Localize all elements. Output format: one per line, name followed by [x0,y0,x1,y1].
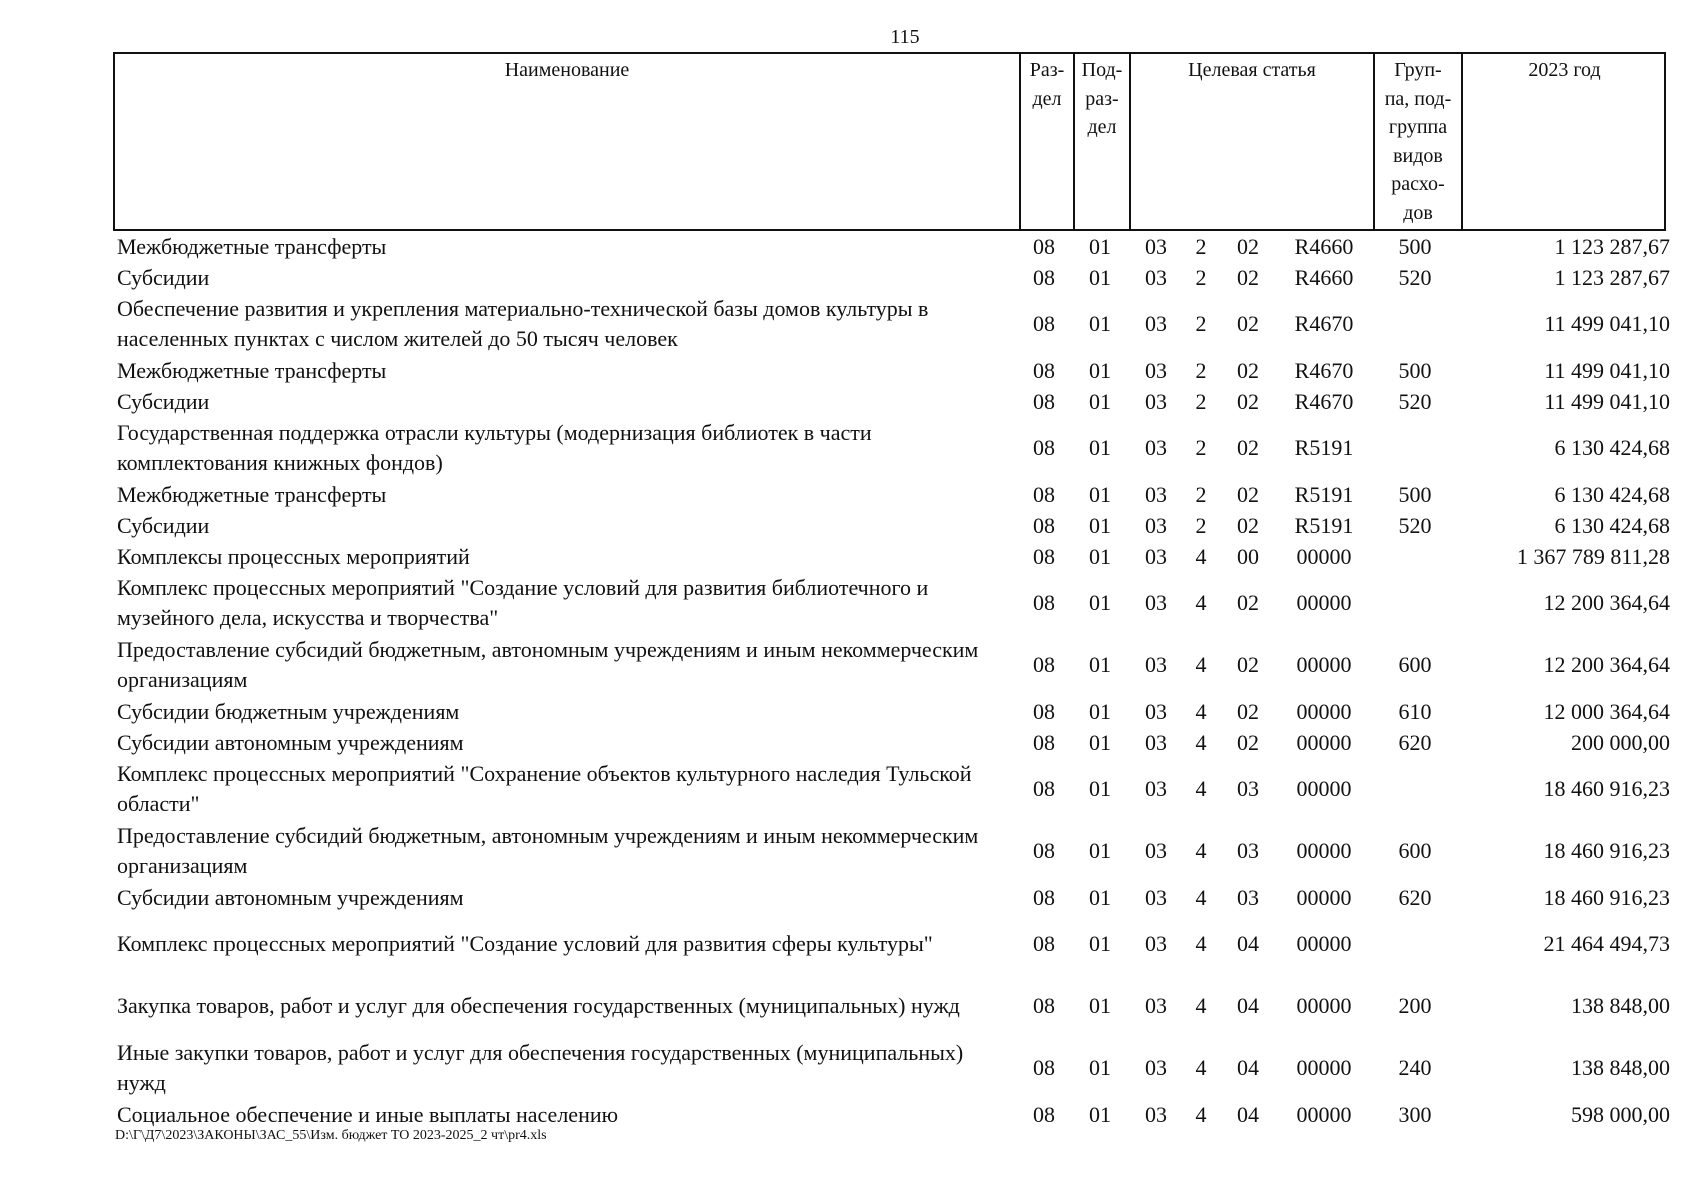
row-podrazdel: 01 [1089,776,1111,801]
row-name: Комплекс процессных мероприятий "Создание условий для развития библиотечного и музейного дела, искусства и творчества" [117,575,929,630]
row-target-direction: 02 [1237,590,1259,615]
row-podrazdel: 01 [1089,481,1111,507]
row-target-program: 03 [1145,838,1167,863]
table-row [113,820,1673,882]
row-target-program: 03 [1145,543,1167,569]
row-target-code: R5191 [1294,435,1354,460]
row-target-code: 00000 [1296,884,1352,910]
row-name: Субсидии [117,264,210,290]
row-target-code: 00000 [1296,543,1352,569]
row-target-direction: 02 [1237,481,1259,507]
header-podrazdel-label: Под- раз- дел [1081,59,1123,138]
row-amount: 18 460 916,23 [1543,884,1670,910]
row-amount: 138 848,00 [1571,1055,1670,1080]
row-target-direction: 04 [1237,931,1259,956]
row-target-program: 03 [1145,388,1167,414]
table-row [113,231,1673,262]
row-podrazdel: 01 [1089,698,1111,724]
row-expense-group [1371,758,1459,820]
row-target-direction: 03 [1237,776,1259,801]
row-target-code: 00000 [1296,652,1352,677]
row-target-program: 03 [1145,884,1167,910]
row-razdel: 08 [1033,1055,1055,1080]
row-name: Комплексы процессных мероприятий [117,543,470,569]
row-expense-group: 620 [1398,729,1432,755]
row-target-code: 00000 [1296,838,1352,863]
header-year-label: 2023 год [1528,59,1601,81]
row-expense-group: 300 [1398,1101,1432,1127]
row-expense-group: 600 [1398,838,1432,863]
row-razdel: 08 [1033,435,1055,460]
row-name: Межбюджетные трансферты [117,233,387,259]
row-name: Субсидии [117,388,210,414]
row-target-type: 4 [1195,931,1207,956]
table-row [113,479,1673,510]
row-target-type: 4 [1195,698,1207,724]
header-razdel-label: Раз- дел [1029,59,1065,110]
row-target-type: 4 [1195,993,1207,1018]
row-podrazdel: 01 [1089,543,1111,569]
row-target-program: 03 [1145,698,1167,724]
row-razdel: 08 [1033,590,1055,615]
table-row [113,355,1673,386]
row-podrazdel: 01 [1089,729,1111,755]
row-target-program: 03 [1145,931,1167,956]
table-row [113,572,1673,634]
row-name: Обеспечение развития и укрепления материально-технической базы домов культуры в населенных пунктах с числом жителей до 50 тысяч человек [117,296,929,351]
row-target-type: 2 [1195,311,1207,336]
row-razdel: 08 [1033,776,1055,801]
table-row [113,913,1673,975]
row-target-program: 03 [1145,993,1167,1018]
row-razdel: 08 [1033,357,1055,383]
row-target-type: 2 [1195,264,1207,290]
row-amount: 1 123 287,67 [1554,233,1670,259]
row-amount: 21 464 494,73 [1543,931,1670,956]
table-row [113,417,1673,479]
row-expense-group: 520 [1398,388,1432,414]
row-target-program: 03 [1145,776,1167,801]
row-name: Государственная поддержка отрасли культуры (модернизация библиотек в части комплектования книжных фондов) [117,420,872,475]
row-target-program: 03 [1145,729,1167,755]
header-razdel [1019,54,1073,229]
row-target-program: 03 [1145,311,1167,336]
row-podrazdel: 01 [1089,357,1111,383]
row-target-type: 2 [1195,435,1207,460]
row-target-type: 2 [1195,357,1207,383]
row-podrazdel: 01 [1089,264,1111,290]
row-name: Субсидии автономным учреждениям [117,729,464,755]
row-target-type: 4 [1195,884,1207,910]
row-target-type: 4 [1195,590,1207,615]
row-razdel: 08 [1033,512,1055,538]
row-target-code: R4670 [1294,357,1354,383]
row-target-type: 4 [1195,838,1207,863]
row-target-code: R4660 [1294,233,1354,259]
row-razdel: 08 [1033,884,1055,910]
row-target-direction: 02 [1237,388,1259,414]
row-target-type: 4 [1195,729,1207,755]
row-target-program: 03 [1145,1101,1167,1127]
row-target-program: 03 [1145,512,1167,538]
header-name [115,54,1019,229]
row-amount: 11 499 041,10 [1544,311,1670,336]
row-razdel: 08 [1033,543,1055,569]
row-podrazdel: 01 [1089,512,1111,538]
row-amount: 11 499 041,10 [1544,388,1670,414]
row-target-direction: 02 [1237,233,1259,259]
row-amount: 11 499 041,10 [1544,357,1670,383]
row-expense-group: 500 [1398,481,1432,507]
row-target-code: 00000 [1296,729,1352,755]
table-row [113,1037,1673,1099]
row-target-direction: 02 [1237,264,1259,290]
row-amount: 1 123 287,67 [1554,264,1670,290]
row-target-code: R4670 [1294,311,1354,336]
row-razdel: 08 [1033,264,1055,290]
row-target-type: 4 [1195,1055,1207,1080]
row-name: Комплекс процессных мероприятий "Создание условий для развития сферы культуры" [117,931,933,956]
row-podrazdel: 01 [1089,652,1111,677]
row-razdel: 08 [1033,698,1055,724]
table-body [113,231,1673,1130]
row-target-code: R5191 [1294,512,1354,538]
row-name: Предоставление субсидий бюджетным, автономным учреждениям и иным некоммерческим организациям [117,823,979,878]
table-header [113,52,1666,231]
row-target-type: 2 [1195,388,1207,414]
row-target-direction: 03 [1237,838,1259,863]
row-expense-group: 620 [1398,884,1432,910]
row-podrazdel: 01 [1089,435,1111,460]
row-target-program: 03 [1145,652,1167,677]
row-amount: 12 200 364,64 [1543,590,1670,615]
row-expense-group: 610 [1398,698,1432,724]
header-celevaya-label: Целевая статья [1188,59,1316,81]
row-razdel: 08 [1033,481,1055,507]
row-expense-group [1371,541,1459,572]
row-target-type: 4 [1195,1101,1207,1127]
row-expense-group [1371,417,1459,479]
row-podrazdel: 01 [1089,388,1111,414]
table-row [113,510,1673,541]
row-target-direction: 02 [1237,311,1259,336]
row-name: Межбюджетные трансферты [117,357,387,383]
row-target-program: 03 [1145,1055,1167,1080]
row-razdel: 08 [1033,729,1055,755]
row-target-type: 4 [1195,543,1207,569]
table-row [113,386,1673,417]
row-razdel: 08 [1033,838,1055,863]
table-row [113,975,1673,1037]
row-target-direction: 02 [1237,652,1259,677]
row-target-program: 03 [1145,590,1167,615]
row-podrazdel: 01 [1089,931,1111,956]
row-podrazdel: 01 [1089,311,1111,336]
row-target-direction: 02 [1237,435,1259,460]
row-expense-group: 200 [1398,993,1432,1018]
table-row [113,541,1673,572]
footer-file-path: D:\Г\Д7\2023\ЗАКОНЫ\ЗАС_55\Изм. бюджет ТО 2023-2025_2 чт\pr4.xls [115,1128,547,1143]
row-expense-group [1371,293,1459,355]
row-target-direction: 04 [1237,993,1259,1018]
row-expense-group [1371,572,1459,634]
row-amount: 598 000,00 [1571,1101,1670,1127]
row-expense-group: 520 [1398,512,1432,538]
row-amount: 12 200 364,64 [1543,652,1670,677]
row-name: Социальное обеспечение и иные выплаты населению [117,1101,619,1127]
row-target-program: 03 [1145,435,1167,460]
table-row [113,727,1673,758]
row-razdel: 08 [1033,652,1055,677]
header-celevaya-statya [1129,54,1373,229]
row-podrazdel: 01 [1089,590,1111,615]
table-row [113,634,1673,696]
row-razdel: 08 [1033,1101,1055,1127]
table-row [113,262,1673,293]
row-name: Закупка товаров, работ и услуг для обеспечения государственных (муниципальных) нужд [117,993,960,1018]
row-target-type: 2 [1195,481,1207,507]
row-target-code: R4670 [1294,388,1354,414]
row-target-code: 00000 [1296,1101,1352,1127]
row-target-type: 2 [1195,233,1207,259]
row-amount: 18 460 916,23 [1543,776,1670,801]
page-number: 115 [890,26,920,48]
row-target-type: 4 [1195,776,1207,801]
table-row [113,293,1673,355]
row-target-program: 03 [1145,357,1167,383]
row-razdel: 08 [1033,931,1055,956]
row-amount: 1 367 789 811,28 [1516,543,1670,569]
row-expense-group: 500 [1398,233,1432,259]
table-row [113,1099,1673,1130]
row-expense-group: 240 [1398,1055,1432,1080]
row-name: Иные закупки товаров, работ и услуг для обеспечения государственных (муниципальных) нужд [117,1040,964,1095]
row-amount: 18 460 916,23 [1543,838,1670,863]
header-gruppa [1373,54,1461,229]
row-razdel: 08 [1033,233,1055,259]
row-target-program: 03 [1145,233,1167,259]
row-target-direction: 02 [1237,512,1259,538]
row-razdel: 08 [1033,993,1055,1018]
row-name: Комплекс процессных мероприятий "Сохранение объектов культурного наследия Тульской области" [117,761,972,816]
row-target-code: 00000 [1296,776,1352,801]
row-target-program: 03 [1145,264,1167,290]
row-amount: 6 130 424,68 [1554,481,1670,507]
row-target-code: R4660 [1294,264,1354,290]
header-gruppa-label: Груп- па, под- группа видов расхо- дов [1384,59,1452,224]
row-amount: 12 000 364,64 [1543,698,1670,724]
row-name: Субсидии бюджетным учреждениям [117,698,460,724]
row-target-code: 00000 [1296,698,1352,724]
row-target-program: 03 [1145,481,1167,507]
table-row [113,758,1673,820]
header-year [1461,54,1666,229]
table-row [113,696,1673,727]
row-name: Межбюджетные трансферты [117,481,387,507]
row-target-direction: 02 [1237,698,1259,724]
row-expense-group: 600 [1398,652,1432,677]
row-name: Субсидии [117,512,210,538]
row-razdel: 08 [1033,388,1055,414]
row-amount: 200 000,00 [1571,729,1670,755]
row-podrazdel: 01 [1089,233,1111,259]
row-podrazdel: 01 [1089,884,1111,910]
row-target-code: 00000 [1296,1055,1352,1080]
row-podrazdel: 01 [1089,1055,1111,1080]
row-target-direction: 03 [1237,884,1259,910]
row-target-direction: 00 [1237,543,1259,569]
row-target-code: 00000 [1296,931,1352,956]
row-target-code: R5191 [1294,481,1354,507]
row-target-code: 00000 [1296,590,1352,615]
row-target-direction: 04 [1237,1055,1259,1080]
table-row [113,882,1673,913]
row-podrazdel: 01 [1089,993,1111,1018]
header-name-label: Наименование [504,59,630,81]
row-target-code: 00000 [1296,993,1352,1018]
row-expense-group [1371,913,1459,975]
row-target-direction: 04 [1237,1101,1259,1127]
row-amount: 6 130 424,68 [1554,435,1670,460]
row-amount: 138 848,00 [1571,993,1670,1018]
row-name: Предоставление субсидий бюджетным, автономным учреждениям и иным некоммерческим организациям [117,637,979,692]
row-podrazdel: 01 [1089,1101,1111,1127]
row-name: Субсидии автономным учреждениям [117,884,464,910]
row-target-type: 4 [1195,652,1207,677]
header-podrazdel [1073,54,1129,229]
row-amount: 6 130 424,68 [1554,512,1670,538]
row-target-direction: 02 [1237,357,1259,383]
row-podrazdel: 01 [1089,838,1111,863]
row-target-type: 2 [1195,512,1207,538]
row-expense-group: 500 [1398,357,1432,383]
row-target-direction: 02 [1237,729,1259,755]
row-razdel: 08 [1033,311,1055,336]
row-expense-group: 520 [1398,264,1432,290]
